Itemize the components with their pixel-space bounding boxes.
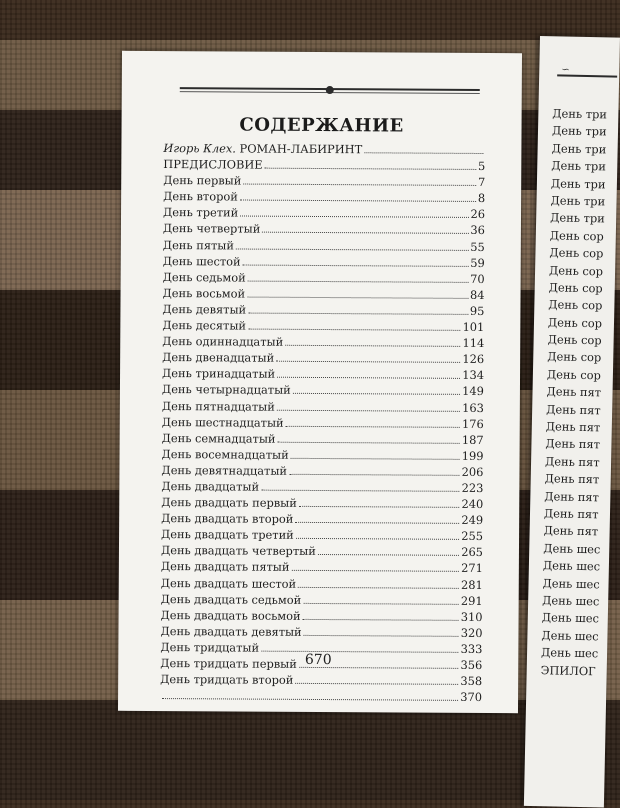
dot-leader [303,619,459,621]
toc-entry-page: 70 [470,271,485,286]
toc-entry [162,318,484,336]
toc-entry-title [163,238,234,252]
toc-entry-text: День четырнадцатый [161,382,291,398]
toc-entry-text: День двенадцатый [162,350,275,365]
toc-entry-title [162,302,246,317]
toc-entry-title [161,559,290,574]
toc-entry-text: День двадцать девятый [160,623,302,639]
toc-entry [162,382,484,400]
dot-leader [295,683,458,685]
toc-entry-page: 206 [461,464,484,479]
right-page-fragment: День сор [548,297,603,313]
toc-entry [163,270,485,288]
right-page-fragment: День три [552,106,608,122]
right-page-fragment: День пят [544,471,600,487]
header-ornament-rule [180,85,480,97]
dot-leader [304,635,459,637]
toc-entry [161,608,483,626]
toc-entry [161,479,483,497]
toc-entry [162,415,484,433]
toc-entry [162,366,484,384]
toc-entry-page: 36 [470,223,485,238]
dot-leader [278,441,460,443]
toc-entry-title [162,415,284,430]
toc-entry-text: День первый [163,173,242,188]
dot-leader [243,264,469,266]
right-page-fragment: День сор [549,245,604,261]
dot-leader [298,586,459,588]
toc-entry [160,672,482,690]
dot-leader [293,393,460,395]
dot-leader [247,296,468,298]
dot-leader [318,554,459,556]
right-page-fragment: День пят [545,419,601,435]
toc-entry-title [163,270,246,285]
toc-entry [163,173,485,191]
dot-leader [291,458,460,460]
toc-entry [163,189,485,207]
toc-entry [161,495,483,513]
toc-entry-title [161,592,302,607]
toc-entry-text: День восьмой [162,285,246,301]
toc-entry-text: День десятый [162,318,247,333]
toc-entry-page: 84 [469,287,485,302]
toc-entry-title [163,222,260,237]
toc-entry-page: 114 [462,335,485,351]
toc-entry [162,334,484,352]
toc-entry-text: РОМАН-ЛАБИРИНТ [239,141,363,157]
toc-entry [160,688,482,706]
toc-entry [163,238,485,256]
right-page-fragment: День сор [548,262,604,278]
toc-entry-title [162,350,274,365]
toc-entry-title [163,157,262,172]
toc-entry-title [161,543,316,558]
dot-leader [277,409,460,411]
toc-entry-page: 333 [460,641,483,656]
toc-entry-title [160,672,293,687]
right-page-fragment: День шес [541,627,599,644]
dot-leader [162,698,458,701]
toc-entry [162,350,484,368]
header-ornament [326,86,334,94]
dot-leader [286,425,460,427]
dot-leader [248,329,461,331]
toc-entry-page: 271 [461,561,483,576]
dot-leader [276,361,460,363]
dot-leader [277,377,460,379]
toc-entry-page: 134 [462,368,485,383]
toc-entry-title [163,254,241,268]
toc-entry-page: 59 [470,255,485,270]
toc-entry-title [161,479,259,494]
toc-entry-page: 265 [461,545,484,560]
toc-entry-text: День двадцать шестой [160,575,297,591]
toc-entry-text: День тридцатый [160,639,260,655]
toc-entry-text: День семнадцатый [161,430,276,446]
right-page-fragment: День шес [542,593,600,609]
toc-entry-title [161,576,296,591]
toc-entry-text: День шестнадцатый [161,414,284,430]
toc-entry-page: 310 [460,609,483,624]
toc-entry-page: 240 [461,496,484,512]
toc-entry-title [162,447,289,462]
dot-leader [248,312,468,314]
dot-leader [296,538,460,540]
toc-entry [163,254,485,272]
right-page-fragment: День сор [547,349,602,365]
adjacent-right-page [524,36,620,808]
toc-entry-text: День шестой [162,253,241,269]
right-page-fragment: День сор [546,367,602,383]
toc-entry-page: 95 [469,303,485,318]
right-page-fragment: День пят [543,506,599,522]
dot-leader [240,216,468,218]
toc-entry-text: День пятнадцатый [161,398,275,414]
toc-entry-title [162,334,283,349]
toc-entry [161,511,483,529]
toc-entry-page: 199 [461,448,484,463]
right-page-fragment: День сор [547,332,602,348]
dot-leader [265,168,476,170]
toc-entry-page: 101 [462,319,485,335]
toc-entry [161,527,483,545]
dot-leader [289,474,460,476]
toc-entry-page: 249 [461,513,484,528]
toc-entry-title [161,495,297,510]
right-page-fragment: День три [550,175,606,191]
toc-entry-text: День девятый [162,301,247,317]
toc-entry-text: День двадцать третий [161,527,294,543]
toc-entry-page: 187 [461,432,484,447]
toc-entry-title [162,318,246,333]
dot-leader [248,280,468,282]
right-page-fragment: День пят [544,454,600,470]
toc-entry-page: 163 [462,400,484,415]
toc-entry-page: 281 [460,577,483,592]
right-page-fragment: День пят [545,436,601,452]
right-page-fragment: ЭПИЛОГ [540,662,596,678]
toc-entry-page: 5 [478,159,486,174]
right-page-fragment: День три [550,193,606,209]
toc-entry-page: 358 [460,673,483,689]
toc-entry [161,463,483,481]
toc-entry-text: День третий [162,205,239,220]
toc-entry-title [161,527,294,542]
toc-entry-title [160,624,301,639]
toc-entry-text: День тринадцатый [162,366,276,382]
dot-leader [303,603,459,605]
toc-entry-text: День девятнадцатый [161,462,288,478]
toc-entry [163,205,485,223]
toc-entry-page: 26 [470,207,486,222]
right-page-fragment: День пят [546,384,602,400]
toc-entry-text: День одиннадцатый [162,334,284,349]
right-page-fragment: День шес [541,610,600,626]
dot-leader [236,248,468,250]
toc-entry [162,399,484,417]
toc-entry-text: День двадцать седьмой [160,591,302,607]
toc-entry-text: День двадцать второй [161,511,294,526]
toc-entry-page: 356 [460,657,483,672]
toc-entry-page: 223 [461,480,484,495]
right-page-fragment: День три [551,141,607,157]
toc-entry [162,431,484,449]
toc-entry-page: 149 [462,384,484,399]
toc-entry-text: День тридцать первый [160,656,297,671]
dot-leader [285,345,460,347]
dot-leader [261,490,460,492]
toc-entry [161,576,483,594]
toc-entry-text: День второй [163,189,238,204]
toc-entry-text: День двадцать четвертый [160,543,316,559]
right-page-toc-fragments [541,106,610,681]
right-page-fragment: День шес [540,645,599,661]
right-page-fragment: День пят [546,401,601,417]
right-page-fragment: День три [551,123,607,139]
toc-entry [162,447,484,465]
toc-entry-text: День пятый [162,237,235,253]
dot-leader [364,152,483,154]
right-page-fragment: День шес [543,540,601,557]
table-of-contents [160,141,485,706]
toc-entry [162,286,484,304]
toc-entry [163,222,485,240]
page-number: 670 [304,651,332,669]
toc-entry-text: День двадцать восьмой [160,607,301,623]
dot-leader [240,200,476,202]
toc-entry-author: Игорь Клех. [163,141,236,156]
right-page-fragment: День шес [542,558,601,574]
toc-entry-text: День двадцать пятый [160,559,290,575]
right-page-ornament: ∽ [557,64,617,77]
toc-entry-text: День двадцать первый [161,495,297,510]
toc-entry-page: 320 [460,625,483,640]
toc-entry [163,157,485,175]
toc-entry-title [162,399,275,414]
toc-entry-text: День восемнадцатый [161,446,289,462]
toc-entry [162,302,484,320]
toc-entry [160,624,482,642]
toc-entry-title [163,189,238,203]
toc-entry-text: ПРЕДИСЛОВИЕ [163,157,263,172]
toc-entry-title [161,463,287,478]
dot-leader [262,232,468,234]
right-page-fragment: День сор [547,314,603,331]
right-page-fragment: День три [551,158,607,174]
right-page-fragment: День три [550,210,605,226]
toc-entry-page: 255 [461,529,484,544]
right-page-fragment: День пят [544,488,600,504]
toc-entry-page: 8 [477,191,486,206]
toc-entry-text: День двадцатый [161,479,260,494]
toc-entry-title [161,608,301,623]
toc-entry-page: 176 [461,416,484,431]
right-page-fragment: День шес [542,575,600,591]
toc-entry [161,592,483,610]
right-page-fragment: День сор [548,280,603,296]
right-page-fragment: День пят [543,523,599,539]
toc-entry-title [163,173,241,187]
toc-entry [161,543,483,561]
toc-entry-title [163,205,238,219]
toc-entry-page: 7 [477,175,486,190]
toc-title: СОДЕРЖАНИЕ [239,114,404,137]
dot-leader [243,184,476,186]
toc-entry-text: День седьмой [162,269,246,285]
toc-entry-title [162,431,276,446]
toc-entry-page: 126 [462,352,485,367]
toc-entry-page: 291 [460,593,483,608]
toc-entry-title [162,366,275,381]
toc-entry-page: 55 [470,239,485,254]
dot-leader [295,522,459,524]
toc-entry-title [162,382,291,397]
toc-entry-title [161,511,293,526]
book-page [118,51,522,713]
toc-entry [161,559,483,577]
toc-entry-text: День четвертый [162,221,261,237]
toc-entry-title [162,286,245,301]
toc-entry-title [163,141,362,156]
toc-entry-text: День тридцать второй [160,672,294,687]
dot-leader [291,570,459,572]
toc-entry [163,141,485,159]
toc-entry-page: 370 [460,690,483,705]
right-page-fragment: День сор [549,227,604,244]
dot-leader [299,506,460,508]
